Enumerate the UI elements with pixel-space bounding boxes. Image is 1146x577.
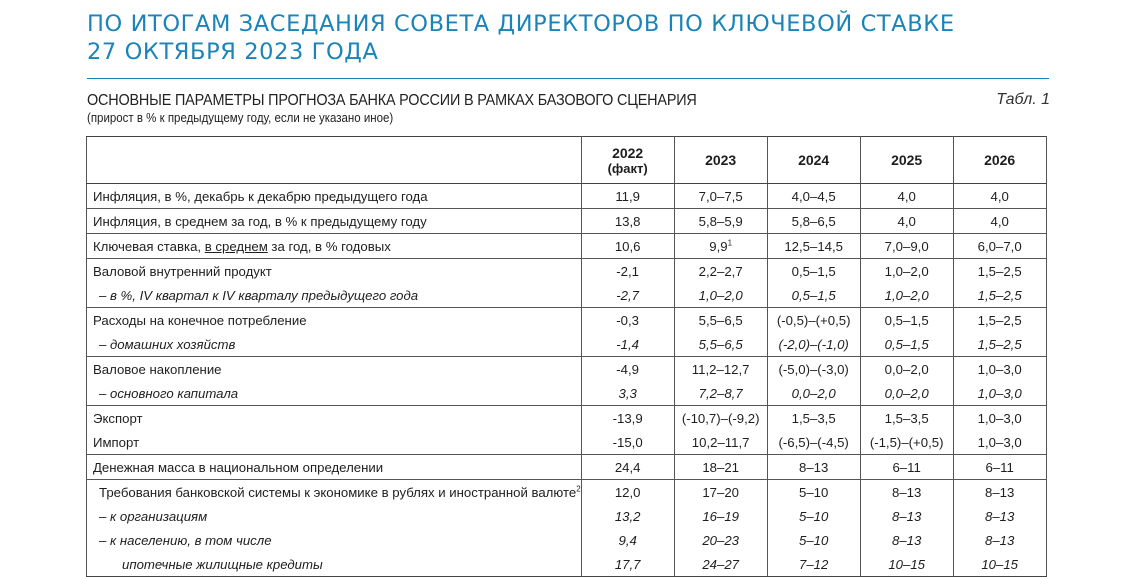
header-2025: 2025 [860, 137, 953, 184]
title-line-1: ПО ИТОГАМ ЗАСЕДАНИЯ СОВЕТА ДИРЕКТОРОВ ПО КЛЮЧЕВОЙ СТАВКЕ [87, 11, 955, 37]
table-row: Денежная масса в национальном определении 24,4 18–21 8–13 6–11 6–11 [87, 455, 1047, 480]
header-label-cell [87, 137, 582, 184]
table-row: Ключевая ставка, в среднем за год, в % годовых 10,6 $9,9^1$ 12,5–14,5 7,0–9,0 6,0–7,0 [87, 234, 1047, 259]
header-2022: 2022 (факт) [581, 137, 674, 184]
forecast-table [86, 136, 1047, 577]
header-2024: 2024 [767, 137, 860, 184]
table-row: Импорт -15,0 10,2–11,7 (-6,5)–(-4,5) (-1,5)–(+0,5) 1,0–3,0 [87, 430, 1047, 455]
table-title: ОСНОВНЫЕ ПАРАМЕТРЫ ПРОГНОЗА БАНКА РОССИИ В РАМКАХ БАЗОВОГО СЦЕНАРИЯ [87, 92, 697, 109]
table-label: Табл. 1 [996, 91, 1050, 108]
table-note: (прирост в % к предыдущему году, если не указано иное) [87, 111, 394, 125]
table-row: Расходы на конечное потребление -0,3 5,5–6,5 (-0,5)–(+0,5) 0,5–1,5 1,5–2,5 [87, 308, 1047, 333]
title-divider [87, 78, 1049, 79]
table-row: Валовой внутренний продукт -2,1 2,2–2,7 0,5–1,5 1,0–2,0 1,5–2,5 [87, 259, 1047, 284]
table-row: ипотечные жилищные кредиты 17,7 24–27 7–12 10–15 10–15 [87, 552, 1047, 577]
title-line-2: 27 ОКТЯБРЯ 2023 ГОДА [87, 39, 379, 65]
table-row: – к организациям 13,2 16–19 5–10 8–13 8–13 [87, 504, 1047, 528]
header-2023: 2023 [674, 137, 767, 184]
table-row: Валовое накопление -4,9 11,2–12,7 (-5,0)–(-3,0) 0,0–2,0 1,0–3,0 [87, 357, 1047, 382]
table-row: Инфляция, в среднем за год, в % к предыдущему году 13,8 5,8–5,9 5,8–6,5 4,0 4,0 [87, 209, 1047, 234]
table-row: Экспорт -13,9 (-10,7)–(-9,2) 1,5–3,5 1,5–3,5 1,0–3,0 [87, 406, 1047, 431]
table-row: – к населению, в том числе 9,4 20–23 5–10 8–13 8–13 [87, 528, 1047, 552]
table-row: Требования банковской системы к экономике в рублях и иностранной валюте$^2$ 12,0 17–20 5–10 8–13 8–13 [87, 480, 1047, 505]
footnote-marker: 1 [727, 238, 733, 248]
page-title [87, 10, 1057, 66]
header-2026: 2026 [953, 137, 1046, 184]
table-row: – домашних хозяйств -1,4 5,5–6,5 (-2,0)–(-1,0) 0,5–1,5 1,5–2,5 [87, 332, 1047, 357]
footnote-marker: 2 [576, 484, 581, 494]
table-row: – основного капитала 3,3 7,2–8,7 0,0–2,0 0,0–2,0 1,0–3,0 [87, 381, 1047, 406]
table-row: – в %, IV квартал к IV кварталу предыдущего года -2,7 1,0–2,0 0,5–1,5 1,0–2,0 1,5–2,5 [87, 283, 1047, 308]
table-row: Инфляция, в %, декабрь к декабрю предыдущего года 11,9 7,0–7,5 4,0–4,5 4,0 4,0 [87, 184, 1047, 209]
table-header-row [87, 137, 1047, 184]
